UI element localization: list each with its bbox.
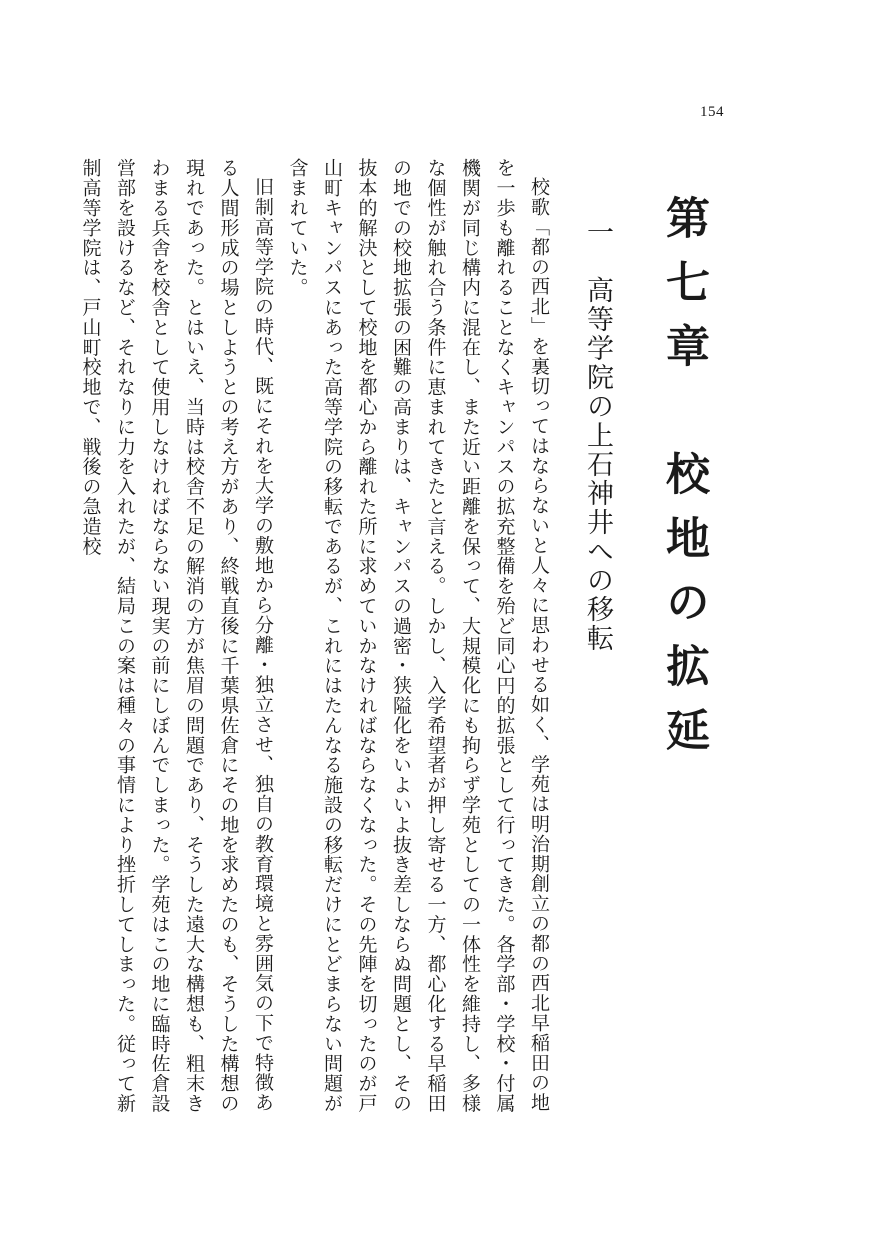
paragraph: 校歌「都の西北」を裏切ってはならないと人々に思わせる如く、学苑は明治期創立の都の西北早稲田の地を一歩も離れることなくキャンパスの拡充整備を殆ど同心円的拡張として行ってきた。各学部・学校・付属機関が同じ構内に混在し、また近い距離を保って、大規模化にも拘らず学苑としての一体性を維持し、多様な個性が触れ合う条件に恵まれてきたと言える。しかし、入学希望者が押し寄せる一方、都心化する早稲田の地での校地拡張の困難の高まりは、キャンパスの過密・狭隘化をいよいよ抜き差しならぬ問題とし、その抜本的解決として校地を都心から離れた所に求めていかなければならなくなった。その先陣を切ったのが戸山町キャンパスにあった高等学院の移転であるが、これにはたんなる施設の移転だけにとどまらない問題が含まれていた。 [286, 158, 550, 1114]
body-text [73, 158, 556, 1118]
page-number: 154 [700, 104, 724, 120]
chapter-title: 第七章 校地の拡延 [658, 195, 709, 771]
paragraph: 旧制高等学院の時代、既にそれを大学の敷地から分離・独立させ、独自の教育環境と雰囲気の下で特徴ある人間形成の場としようとの考え方があり、終戦直後に千葉県佐倉にその地を求めたのも、そうした構想の現れであった。とはいえ、当時は校舎不足の解消の方が焦眉の問題であり、そうした遠大な構想も、粗末きわまる兵舎を校舎として使用しなければならない現実の前にしぼんでしまった。学苑はこの地に臨時佐倉設営部を設けるなど、それなりに力を入れたが、結局この案は種々の事情により挫折してしまった。従って新制高等学院は、戸山町校地で、戦後の急造校 [79, 158, 274, 1114]
section-title: 一 高等学院の上石神井への移転 [582, 218, 613, 653]
